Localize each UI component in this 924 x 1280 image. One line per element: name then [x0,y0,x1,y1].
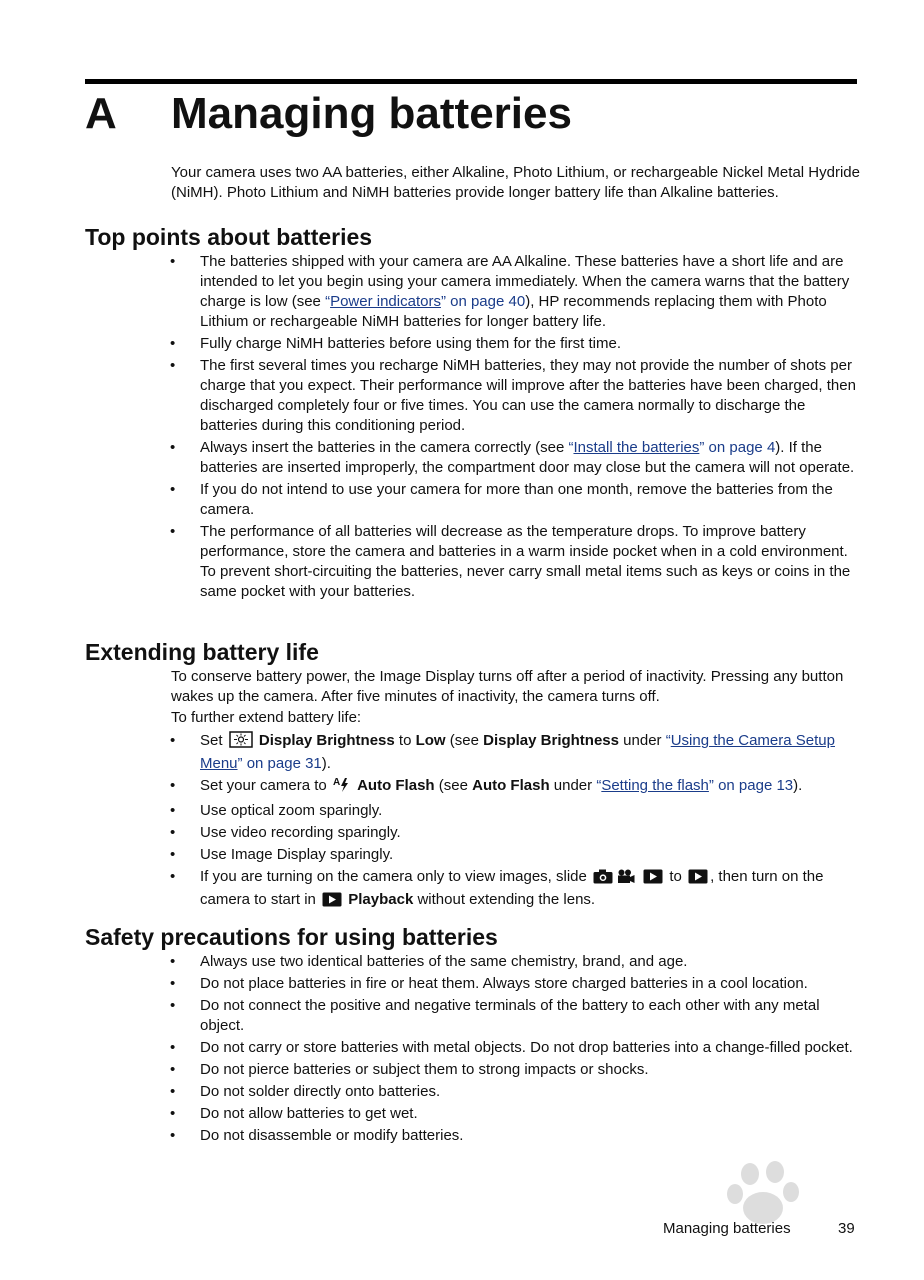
list-item: • Always use two identical batteries of the same chemistry, brand, and age. [170,953,688,970]
extending-para-2: To further extend battery life: [171,709,362,726]
svg-text:A: A [332,777,341,788]
safety-list [85,952,861,1146]
list-item: • Do not connect the positive and negative terminals of the battery to each other with any metal object. [170,997,820,1034]
extending-list [85,731,861,913]
link-setting-the-flash[interactable]: Setting the flash [601,777,709,794]
list-item: • The first several times you recharge NiMH batteries, they may not provide the number of shots per charge that you expect. Their performance will improve after the batteries have been charged, then discharged completely four or five times. You can use the camera normally to discharge the batteries during this conditioning period. [170,357,856,434]
chapter-intro: Your camera uses two AA batteries, either Alkaline, Photo Lithium, or rechargeable Nickel Metal Hydride (NiMH). Photo Lithium and NiMH batteries provide longer battery life than Alkaline batteries. [171,164,860,201]
list-item: • If you are turning on the camera only to view images, slide to , then turn on the camera to start in Playback without extending the lens. [200,867,861,913]
extending-para-1: To conserve battery power, the Image Display turns off after a period of inactivity. Pressing any button wakes up the camera. After five minutes of inactivity, the camera turns off. [171,668,844,705]
link-install-batteries[interactable]: Install the batteries [573,439,700,456]
safety-section [85,922,861,1148]
playback-icon [643,869,663,890]
video-icon [617,869,635,890]
chapter-letter: A [85,89,117,138]
list-item: • Use optical zoom sparingly. [170,802,383,819]
playback-icon [688,869,708,890]
top-points-list [85,252,861,602]
top-points-heading: Top points about batteries [85,224,373,250]
extending-section [85,637,861,915]
list-item: • Set Display Brightness to Low (see Display Brightness under “Using the Camera Setup Menu” on page 31). [170,732,835,772]
list-item: • Do not disassemble or modify batteries. [170,1127,464,1144]
list-item: • The batteries shipped with your camera are AA Alkaline. These batteries have a short life and are intended to let you begin using your camera immediately. When the camera warns that the battery charge is low (see “Power indicators” on page 40), HP recommends replacing them with Photo Lithium or rechargeable NiMH batteries for longer battery life. [170,253,850,330]
display-brightness-icon [229,731,253,754]
link-camera-setup-menu[interactable]: Using the Camera Setup Menu [200,732,835,772]
header-rule [85,79,857,84]
camera-icon [593,869,613,890]
list-item: • Set your camera to A Auto Flash (see Auto Flash under “Setting the flash” on page 13). [200,776,861,799]
page-number: 39 [838,1220,855,1237]
list-item: • Do not solder directly onto batteries. [170,1083,441,1100]
list-item: • Always insert the batteries in the camera correctly (see “Install the batteries” on page 4). If the batteries are inserted improperly, the compartment door may close but the camera will not operate. [170,439,855,476]
auto-flash-icon [333,776,351,799]
list-item: • Do not place batteries in fire or heat them. Always store charged batteries in a cool location. [170,975,808,992]
list-item: • If you do not intend to use your camera for more than one month, remove the batteries from the camera. [170,481,833,518]
link-power-indicators[interactable]: Power indicators [330,293,441,310]
list-item: • Use video recording sparingly. [170,824,401,841]
top-points-section [85,222,861,604]
extending-heading: Extending battery life [85,639,319,665]
chapter-title: Managing batteries [171,89,572,138]
safety-heading: Safety precautions for using batteries [85,924,498,950]
footer-label: Managing batteries [663,1220,791,1237]
playback-icon [322,892,342,913]
list-item: • Do not carry or store batteries with metal objects. Do not drop batteries into a change-filled pocket. [170,1039,853,1056]
list-item: • Use Image Display sparingly. [170,846,394,863]
list-item: • Do not pierce batteries or subject them to strong impacts or shocks. [170,1061,649,1078]
bullet: • [170,253,176,270]
list-item: • Fully charge NiMH batteries before using them for the first time. [170,335,621,352]
list-item: • Do not allow batteries to get wet. [170,1105,418,1122]
list-item: • The performance of all batteries will decrease as the temperature drops. To improve battery performance, store the camera and batteries in a warm inside pocket when in a cold environment. To prevent short-circuiting the batteries, never carry small metal items such as keys or coins in the same pocket with your batteries. [170,523,851,600]
